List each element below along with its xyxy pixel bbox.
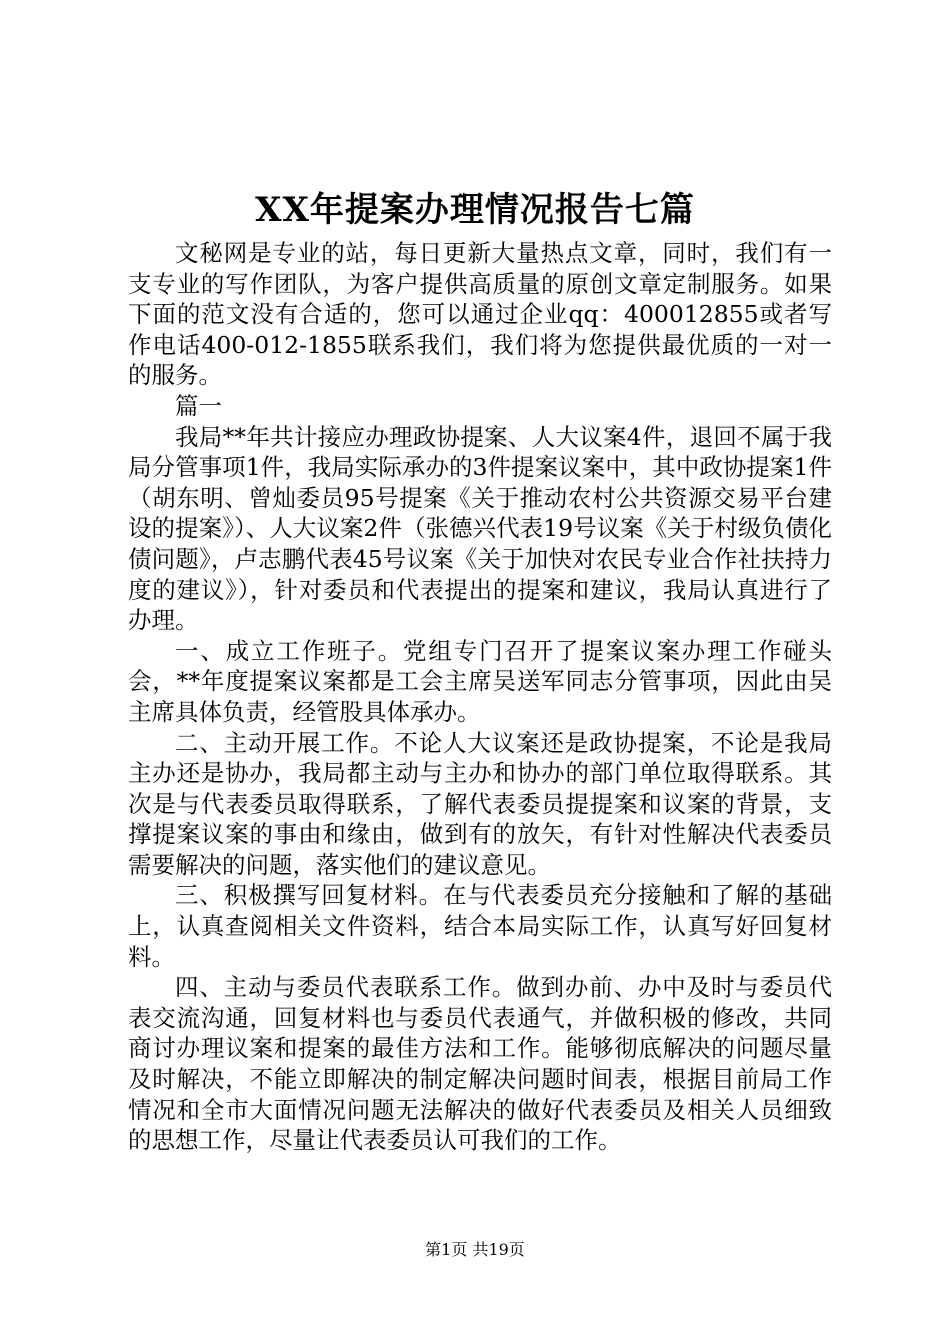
- body-paragraph: 我局**年共计接应办理政协提案、人大议案4件，退回不属于我局分管事项1件，我局实际承办的3件提案议案中，其中政协提案1件（胡东明、曾灿委员95号提案《关于推动农村公共资源交易平台建设的提案》）、人大议案2件（张德兴代表19号议案《关于村级负债化债问题》，卢志鹏代表45号议案《关于加快对农民专业合作社扶持力度的建议》），针对委员和代表提出的提案和建议，我局认真进行了办理。: [128, 422, 832, 635]
- intro-paragraph: 文秘网是专业的站，每日更新大量热点文章，同时，我们有一支专业的写作团队，为客户提供高质量的原创文章定制服务。如果下面的范文没有合适的，您可以通过企业qq：400012855或者写作电话400-012-1855联系我们，我们将为您提供最优质的一对一的服务。: [128, 239, 832, 390]
- body-paragraph: 二、主动开展工作。不论人大议案还是政协提案，不论是我局主办还是协办，我局都主动与主办和协办的部门单位取得联系。其次是与代表委员取得联系，了解代表委员提提案和议案的背景，支撑提案议案的事由和缘由，做到有的放矢，有针对性解决代表委员需要解决的问题，落实他们的建议意见。: [128, 728, 832, 879]
- body-paragraph: 四、主动与委员代表联系工作。做到办前、办中及时与委员代表交流沟通，回复材料也与委员代表通气，并做积极的修改，共同商讨办理议案和提案的最佳方法和工作。能够彻底解决的问题尽量及时解决，不能立即解决的制定解决问题时间表，根据目前局工作情况和全市大面情况问题无法解决的做好代表委员及相关人员细致的思想工作，尽量让代表委员认可我们的工作。: [128, 973, 832, 1155]
- body-paragraph: 一、成立工作班子。党组专门召开了提案议案办理工作碰头会，**年度提案议案都是工会主席吴送军同志分管事项，因此由吴主席具体负责，经管股具体承办。: [128, 636, 832, 726]
- document-title: XX年提案办理情况报告七篇: [255, 190, 695, 230]
- page-footer: 第1页 共19页: [425, 1240, 525, 1259]
- section-heading: 篇一: [175, 391, 222, 420]
- document-body: [128, 238, 832, 1156]
- body-paragraph: 三、积极撰写回复材料。在与代表委员充分接触和了解的基础上，认真查阅相关文件资料，结合本局实际工作，认真写好回复材料。: [128, 881, 832, 971]
